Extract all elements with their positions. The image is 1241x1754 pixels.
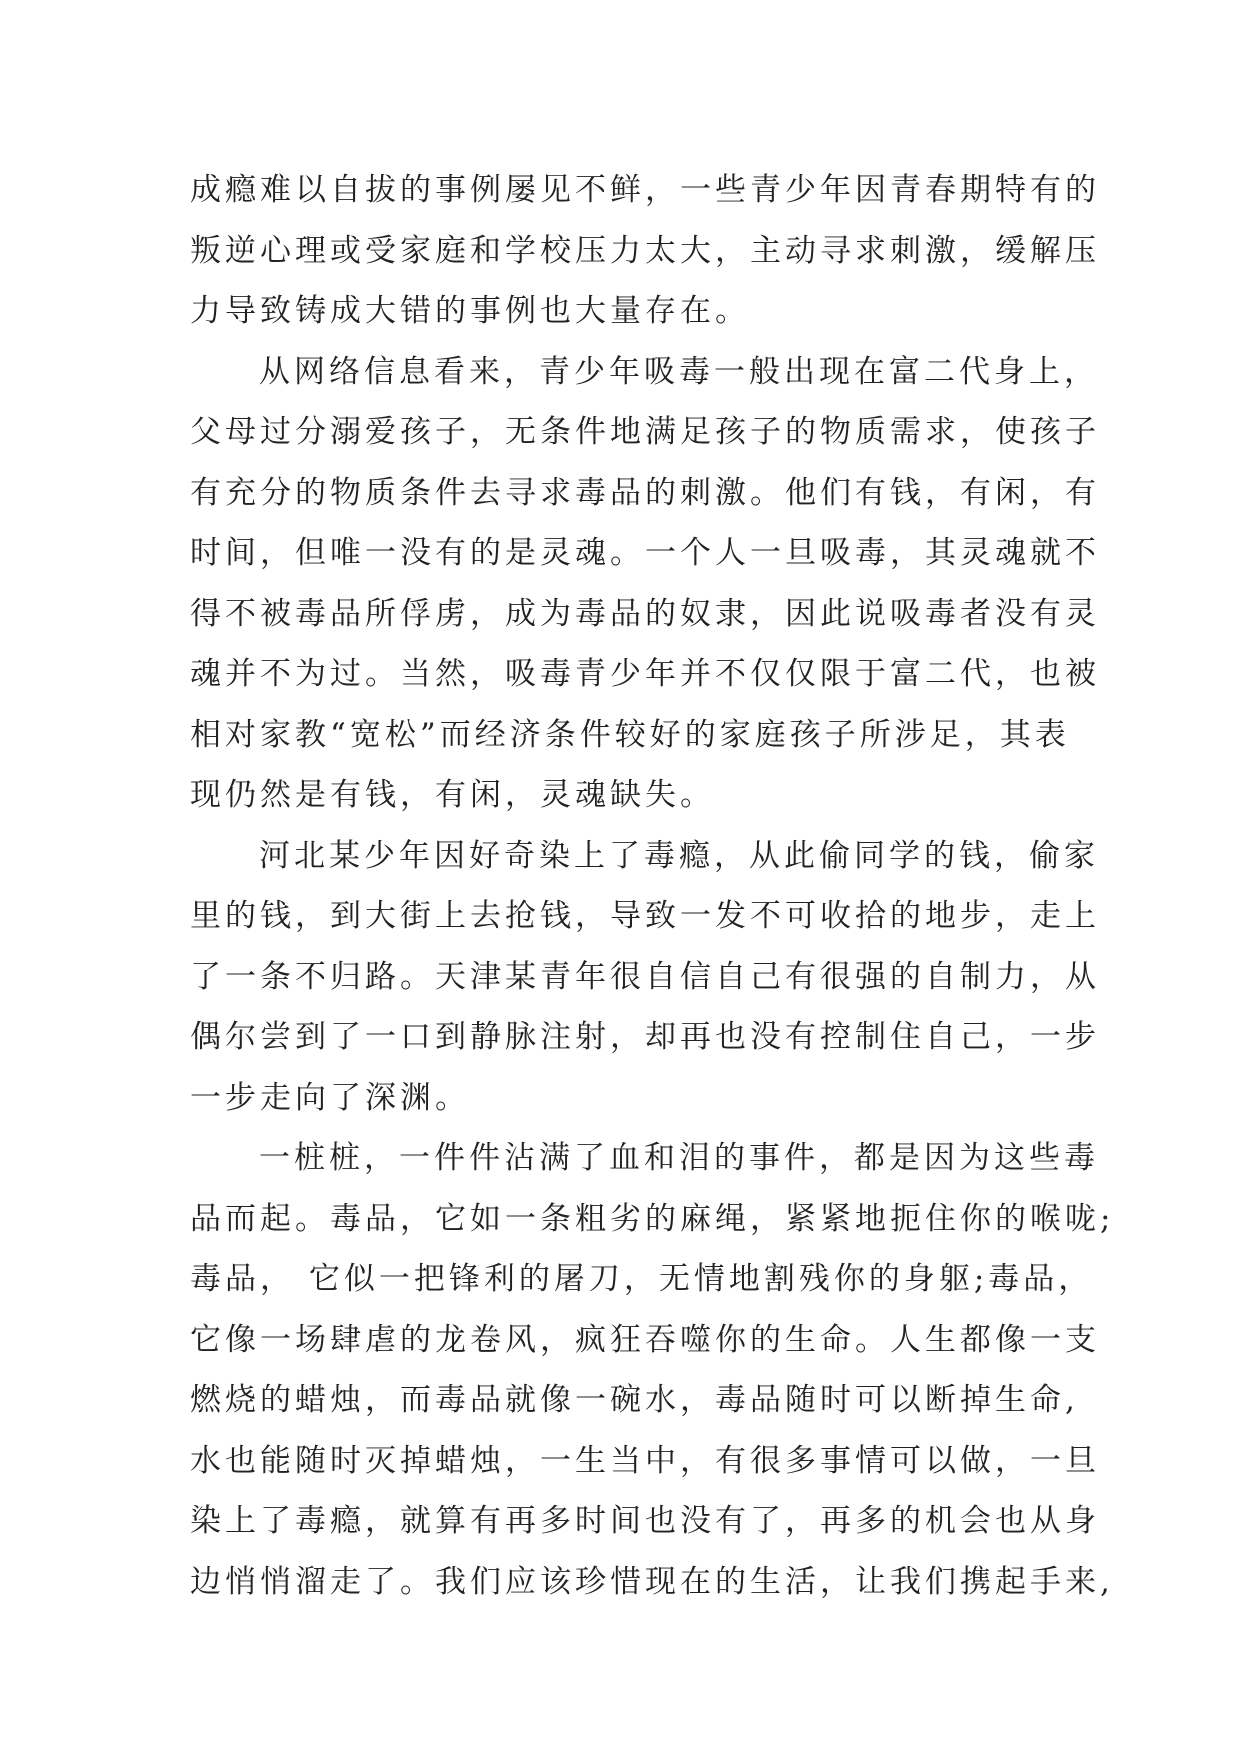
text-line: 燃烧的蜡烛，而毒品就像一碗水，毒品随时可以断掉生命, xyxy=(190,1382,1079,1418)
text-line: 现仍然是有钱，有闲，灵魂缺失。 xyxy=(190,777,715,813)
text-line: 毒品， 它似一把锋利的屠刀，无情地割残你的身躯;毒品， xyxy=(190,1261,1094,1297)
paragraph-4 xyxy=(190,1128,1115,1612)
text-line: 河北某少年因好奇染上了毒瘾，从此偷同学的钱，偷家 xyxy=(259,837,1099,874)
text-line: 叛逆心理或受家庭和学校压力太大，主动寻求刺激，缓解压 xyxy=(190,232,1100,269)
text-line: 有充分的物质条件去寻求毒品的刺激。他们有钱，有闲，有 xyxy=(190,474,1100,511)
paragraph-1 xyxy=(190,160,1100,342)
text-line: 时间，但唯一没有的是灵魂。一个人一旦吸毒，其灵魂就不 xyxy=(190,535,1100,571)
text-line: 魂并不为过。当然，吸毒青少年并不仅仅限于富二代，也被 xyxy=(190,656,1100,692)
text-line: 里的钱，到大街上去抢钱，导致一发不可收拾的地步，走上 xyxy=(190,898,1100,934)
text-line: 一桩桩，一件件沾满了血和泪的事件，都是因为这些毒 xyxy=(259,1140,1099,1176)
text-line: 一步走向了深渊。 xyxy=(190,1079,470,1116)
text-line: 水也能随时灭掉蜡烛，一生当中，有很多事情可以做，一旦 xyxy=(190,1442,1100,1479)
text-line: 边悄悄溜走了。我们应该珍惜现在的生活，让我们携起手来, xyxy=(190,1563,1114,1600)
text-line: 染上了毒瘾，就算有再多时间也没有了，再多的机会也从身 xyxy=(190,1503,1100,1539)
paragraph-2 xyxy=(190,342,1100,826)
text-line: 得不被毒品所俘虏，成为毒品的奴隶，因此说吸毒者没有灵 xyxy=(190,595,1100,632)
document-body xyxy=(190,160,1115,1612)
text-line: 相对家教“宽松”而经济条件较好的家庭孩子所涉足，其表 xyxy=(190,716,1070,753)
text-line: 品而起。毒品，它如一条粗劣的麻绳，紧紧地扼住你的喉咙; xyxy=(190,1200,1115,1237)
text-line: 成瘾难以自拔的事例屡见不鲜，一些青少年因青春期特有的 xyxy=(190,172,1100,208)
text-line: 了一条不归路。天津某青年很自信自己有很强的自制力，从 xyxy=(190,958,1100,995)
text-line: 力导致铸成大错的事例也大量存在。 xyxy=(190,293,750,329)
text-line: 从网络信息看来，青少年吸毒一般出现在富二代身上， xyxy=(259,353,1099,390)
text-line: 它像一场肆虐的龙卷风，疯狂吞噬你的生命。人生都像一支 xyxy=(190,1321,1100,1358)
text-line: 父母过分溺爱孩子，无条件地满足孩子的物质需求，使孩子 xyxy=(190,414,1100,450)
text-line: 偶尔尝到了一口到静脉注射，却再也没有控制住自己，一步 xyxy=(190,1019,1100,1055)
paragraph-3 xyxy=(190,826,1100,1129)
